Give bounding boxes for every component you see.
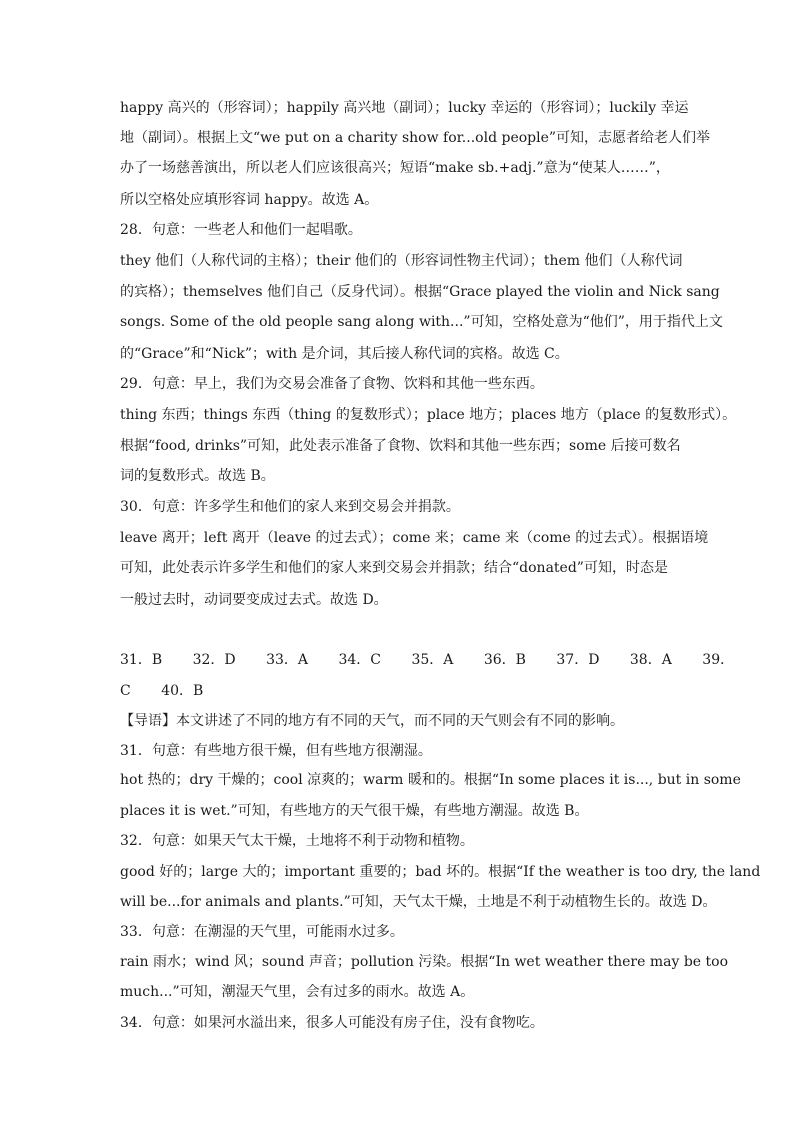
text-line: 根据“food, drinks”可知，此处表示准备了食物、饮料和其他一些东西；some 后接可数名 bbox=[120, 438, 681, 454]
question-heading: 31．句意：有些地方很干燥，但有些地方很潮湿。 bbox=[120, 743, 432, 759]
text-line: 的宾格）；themselves 他们自己（反身代词）。根据“Grace played the violin and Nick sang bbox=[120, 284, 720, 300]
answer-key-row bbox=[120, 650, 734, 670]
answer-item: 40．B bbox=[161, 683, 204, 699]
text-line: good 好的；large 大的；important 重要的；bad 坏的。根据“If the weather is too dry, the land bbox=[120, 864, 761, 880]
answer-item: 36．B bbox=[483, 652, 526, 668]
question-heading: 30．句意：许多学生和他们的家人来到交易会并捐款。 bbox=[120, 499, 460, 515]
answer-item: 37．D bbox=[556, 652, 600, 668]
answer-key-row bbox=[120, 681, 229, 701]
question-heading: 29．句意：早上，我们为交易会准备了食物、饮料和其他一些东西。 bbox=[120, 376, 544, 392]
text-line: places it is wet.”可知，有些地方的天气很干燥，有些地方潮湿。故选 B。 bbox=[120, 803, 589, 819]
text-line: 办了一场慈善演出，所以老人们应该很高兴；短语“make sb.+adj.”意为“使某人……”， bbox=[120, 160, 670, 176]
text-line: 的“Grace”和“Nick”；with 是介词，其后接人称代词的宾格。故选 C。 bbox=[120, 346, 569, 362]
text-line: leave 离开；left 离开（leave 的过去式）；come 来；came 来（come 的过去式）。根据语境 bbox=[120, 530, 709, 546]
text-line: they 他们（人称代词的主格）；their 他们的（形容词性物主代词）；them 他们（人称代词 bbox=[120, 253, 683, 269]
text-line: happy 高兴的（形容词）；happily 高兴地（副词）；lucky 幸运的（形容词）；luckily 幸运 bbox=[120, 100, 689, 116]
text-line: rain 雨水；wind 风；sound 声音；pollution 污染。根据“In wet weather there may be too bbox=[120, 954, 728, 970]
question-heading: 34．句意：如果河水溢出来，很多人可能没有房子住，没有食物吃。 bbox=[120, 1015, 544, 1031]
question-heading: 32．句意：如果天气太干燥，土地将不利于动物和植物。 bbox=[120, 833, 474, 849]
answer-item: 32．D bbox=[192, 652, 236, 668]
text-line: songs. Some of the old people sang along with...”可知，空格处意为“他们”，用于指代上文 bbox=[120, 314, 723, 330]
answer-item: 35．A bbox=[411, 652, 454, 668]
text-line: 所以空格处应填形容词 happy。故选 A。 bbox=[120, 192, 379, 208]
answer-item: 39． bbox=[702, 652, 735, 668]
text-line: hot 热的；dry 干燥的；cool 凉爽的；warm 暖和的。根据“In some places it is..., but in some bbox=[120, 772, 741, 788]
answer-item: 38．A bbox=[629, 652, 672, 668]
answer-item: C bbox=[120, 683, 131, 699]
question-heading: 33．句意：在潮湿的天气里，可能雨水过多。 bbox=[120, 924, 404, 940]
answer-item: 33．A bbox=[266, 652, 308, 668]
text-line: thing 东西；things 东西（thing 的复数形式）；place 地方；places 地方（place 的复数形式）。 bbox=[120, 407, 737, 423]
question-heading: 28．句意：一些老人和他们一起唱歌。 bbox=[120, 222, 362, 238]
text-line: 可知，此处表示许多学生和他们的家人来到交易会并捐款；结合“donated”可知，时态是 bbox=[120, 560, 668, 576]
text-line: much...”可知，潮湿天气里，会有过多的雨水。故选 A。 bbox=[120, 984, 475, 1000]
text-line: 一般过去时，动词要变成过去式。故选 D。 bbox=[120, 592, 388, 608]
answer-item: 31．B bbox=[120, 652, 163, 668]
answer-item: 34．C bbox=[338, 652, 381, 668]
text-line: will be...for animals and plants.”可知，天气太干燥，土地是不利于动植物生长的。故选 D。 bbox=[120, 894, 717, 910]
text-line: 词的复数形式。故选 B。 bbox=[120, 468, 275, 484]
text-line: 地（副词）。根据上文“we put on a charity show for...old people”可知，志愿者给老人们举 bbox=[120, 130, 711, 146]
intro-line: 【导语】本文讲述了不同的地方有不同的天气，而不同的天气则会有不同的影响。 bbox=[120, 713, 624, 729]
